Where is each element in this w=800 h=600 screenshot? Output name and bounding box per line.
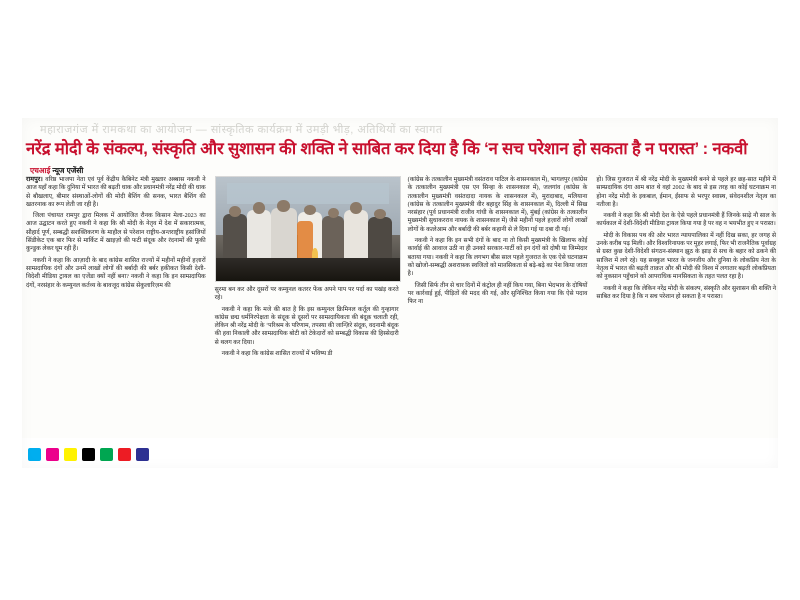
photo-person-head: [350, 202, 362, 213]
page-title: नरेंद्र मोदी के संकल्प, संस्कृति और सुशासन की शक्ति ने साबित कर दिया है कि ‘न सच परेशान हो सकता है न परास्त’ : नकवी: [26, 140, 748, 158]
column-3: [408, 176, 588, 424]
dateline: रामपुर।: [26, 176, 43, 183]
color-swatch: [100, 448, 113, 461]
byline-rest: न्यूज एजेंसी: [52, 166, 84, 175]
photo-person: [344, 210, 368, 264]
column-1: [26, 176, 206, 424]
photo-person: [223, 214, 247, 264]
photo-table: [216, 258, 400, 281]
bleed-through-text: महाराजगंज में रामकथा का आयोजन — सांस्कृतिक कार्यक्रम में उमड़ी भीड़, अतिथियों का स्वागत: [40, 124, 443, 136]
print-color-registration-bar: [28, 448, 149, 461]
article-columns: [26, 176, 776, 424]
color-swatch: [64, 448, 77, 461]
byline: [30, 166, 83, 176]
paragraph: नकवी ने कहा कि लेकिन नरेंद्र मोदी के संकल्प, संस्कृति और सुशासन की शक्ति ने साबित कर दिया है कि न सच परेशान हो सकता है न परास्त।: [596, 285, 777, 300]
paragraph: जिसी सिर्फ तीन से चार दिनों में कंट्रोल ही नहीं किय गया, बिना भेदभाव के दोषियों पर कार्रवाई हुई, पीड़ितों की मदद की गई, और सुनिश्चित किया गया कि ऐसे पदाव फिर ना: [407, 282, 588, 306]
column-2: [215, 176, 399, 424]
headline-container: [26, 138, 774, 162]
color-swatch: [82, 448, 95, 461]
photo-saffron-drape: [297, 221, 314, 263]
photo-person: [271, 208, 297, 264]
paragraph: नकवी ने कहा कि इन सभी दंगों के बाद ना तो किसी मुख्यमंत्री के खिलाफ कोई कार्वाई की आवाज उठी ना ही उनको सरकार-पार्टी को इन दंगों को दोषी या जिम्मेदार बताया गया। नकवी ने कहा कि लगभग बीस साल पहले गुजरात के एक ऐसे घटनाक्रम को खोजो-सम्बद्धी अशराफ़क स्वजितो को माऩसिकता से बढ़े-बढ़े का पेश किया जाता है।: [407, 238, 588, 278]
photo-person-head: [328, 208, 339, 219]
color-swatch: [136, 448, 149, 461]
photo-person-head: [277, 200, 290, 211]
article-photo: [215, 176, 401, 282]
paragraph: नकवी ने कहा कि आज़ादी के बाद कांग्रेस शासित राज्यों में महीनों महीनों हज़ारों साम्प्रदायिक दंगों और उनमें लाखों लोगों की बर्बादी की बर्बर हकीकत किसी देशी-विदेशी मीडिया ट्रायल का एजेंडा क्यों नहीं बना? नकवी ने कहा कि इन साम्प्रदायिक दंगों, नरसंहार के कम्युनल कर्तव्य के बावजूद कांग्रेस सेकुलारिज़म की: [26, 257, 206, 289]
photo-person-head: [304, 205, 316, 216]
color-swatch: [118, 448, 131, 461]
paragraph-text: वरिष्ठ भाजपा नेता एवं पूर्व केंद्रीय कैबिनेट मंत्री मुख्तार अब्बास नकवी ने आज यहाँ कहा कि दुनिया में भारत की बढ़ती धाक और प्रधानमंत्री नरेंद्र मोदी की धाक से बौखलाए, बीमार संस्थाओं-लोगों की मोदी बैशिंग की सनक, भारत बैशिंग की खतरनाक का रूप लेती जा रही है।: [26, 177, 206, 208]
color-swatch: [46, 448, 59, 461]
byline-agency: एचआई: [30, 166, 51, 175]
paragraph: मोदी के विकास पथ की ओर भारत न्यायपालिका में नहीं दिख सका, हर जगह से उनके करीब पढ़ मिली। और विश्वरिनायक पर मुहर लगाई, फिर भी राजनैतिक पूर्वाग्रह से ग्रस्त कुछ देशी-विदेशी संगठन-संस्थान झूठ के झाड़ से सच के बहार को ढकने की साजिश में लगे रहे। यह सक्कुल भारत के जनजीय और दुनिया के लोकप्रिय नेता के नेतृत्व में भारत की बढ़ती ताक़त और श्री मोदी की विश्व में लगातार बढ़ती लोकप्रियता को नुकसान पहुँचाने को आपराधिक मानसिकता के तहत पलत रहा है।: [596, 232, 777, 281]
color-swatch: [28, 448, 41, 461]
paragraph: [26, 176, 206, 209]
paragraph: नकवी ने कहा कि कांग्रेस शासित राज्यों में भविष्य डी: [221, 351, 333, 358]
paragraph: हो। जिस गुजरात में श्री नरेंद्र मोदी के मुख्यमंत्री बनने से पहले हर छह-सात महीने में साम्प्रदायिक दंगा आम बात थे वहां 2002 के बाद से इस तरह का कोई घटनाक्रम ना होना नरेंद्र मोदी के इकबाल, ईमान, ईंसाफ से भरपूर स्वास्थ, संवेदनशील नेतृत्व का नतीजा है।: [596, 177, 777, 208]
photo-person-head: [229, 206, 241, 217]
paragraph: नकवी ने कहा कि श्री मोदी देश के ऐसे पहले प्रधानमंत्री हैं जिनके साढ़े नौ साल के कार्यकाल में देशी-विदेशी मीडिया ट्रायल किया गया है पर वह न भयभीत हुए न परास्त।: [596, 213, 777, 228]
paragraph: जिला पंचायत रामपुर द्वारा मिलक में आयोजित रौनक किसान मेला-2023 का आज उद्घाटन करते हुए नकवी ने कहा कि श्री मोदी के नेतृव में देश में सकारात्मक, सौहार्द पूर्ण, सम्बद्धी सशक्तिकरण के माहौल से परेशान राष्ट्रीय-अन्तराष्ट्रीय हसांजियों सिंडीकेट एक बार फिर से मार्किट में खाइज़ो की फटी संदूक और रंदनामों की फूकी कुन्डुक लेकर घूम रही हैं।: [26, 213, 206, 253]
paragraph: सुरमा बन कर और दूसरों पर कम्युनल कतरर फेंक अपने पाप पर पर्दा का पखंड़ करते रहे।: [214, 287, 399, 302]
photo-person-head: [253, 202, 265, 213]
paragraph: (कांग्रेस के तत्कालीन मुख्यमंत्री वसंतराव पाटिल के शासनकाल में), भागलपुर (कांग्रेस के तत्कालीन मुख्यमंत्री एस एन सिन्हा के शासनकाल में), जलगांव (कांग्रेस के तत्कालीन मुख्यमंत्री वसंतदादा नायक के शासनकाल में), मुरादाबाद, मलियाना (कांग्रेस के तत्कालीन मुख्यमंत्री वीर बहादुर सिंह के शासनकाल में), दिल्ली में सिख नरसंहार (पूर्व प्रधानमंत्री राजीव गांधी के शासनकाल में), मुंबई (कांग्रेस के तत्कालीन मुख्यमंत्री सुधाकरराव नायक के शासनकाल में) जैसे महीनों पहले हज़ारों लोगों लाखों लोगों के कत्लेआम और बर्बादी की बर्बर कहानी से ले दिया गई या दबा दी गई।: [407, 177, 588, 233]
photo-stage-banner: [227, 183, 389, 204]
photo-person: [322, 216, 344, 265]
paragraph: नकवी ने कहा कि मजे की बात है कि इस कम्युनल क्रिमिनल कर्तूल की गुन्हागार कांग्रेस छद्म धर्मनिरपेक्षता के संदूक से दूसरों पर साम्प्रदायिकता की बंदूक़ चलाती रही, लेकिन श्री नरेंद्र मोदी के ‘परिश्रम के परिणाम, तपस्या की जान्ज़िरे संदूक, वदनामी बंदूक की हवा निकाली और साम्प्रदायिक बोटी को टेकेदारों को सम्बद्धी विकास की हिस्सेदारी से थलग कर दिया।: [214, 306, 399, 346]
photo-person: [247, 210, 271, 264]
photo-person-head: [374, 209, 386, 220]
column-4: [596, 176, 776, 424]
